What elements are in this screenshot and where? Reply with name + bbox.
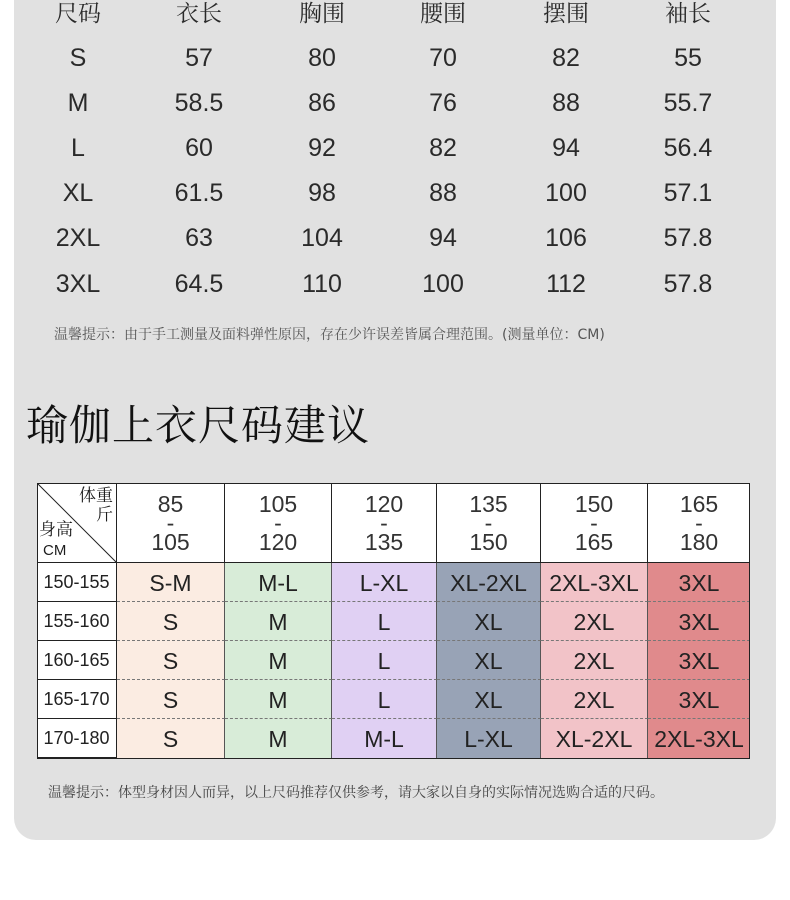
table-row [0, 128, 790, 168]
weight-to: 105 [151, 529, 190, 555]
section-title: 瑜伽上衣尺码建议 [26, 401, 371, 450]
weight-to: 135 [364, 529, 404, 555]
table-cell: 88 [429, 179, 457, 207]
table-cell: 2XL [55, 224, 101, 252]
table-cell: 110 [302, 270, 342, 298]
recommended-size-cell: S [117, 719, 225, 758]
recommended-size-cell: 2XL [541, 680, 648, 719]
recommended-size-cell: L-XL [332, 563, 437, 602]
recommended-size-cell: XL [437, 680, 541, 719]
table-cell: 64.5 [174, 270, 224, 298]
table-corner-header [37, 483, 117, 563]
recommended-size-cell: S [117, 680, 225, 719]
recommended-size-cell: 2XL [541, 602, 648, 641]
size-recommendation-table [37, 483, 750, 759]
table-cell: 82 [552, 44, 580, 72]
height-axis-label: 身高 [39, 520, 73, 540]
table-cell: 3XL [55, 270, 101, 298]
weight-to: 165 [574, 529, 614, 555]
weight-range-header [332, 483, 437, 563]
table-cell: M [67, 89, 89, 117]
recommended-size-cell: L-XL [437, 719, 541, 758]
weight-from: 85 [157, 491, 184, 517]
recommended-size-cell: S [117, 602, 225, 641]
header-waist: 腰围 [420, 1, 466, 27]
recommended-size-cell: 2XL [541, 641, 648, 680]
height-range-label: 150-155 [37, 563, 117, 602]
table-cell: 57.1 [663, 179, 713, 207]
table-cell: XL [62, 179, 94, 207]
weight-sep: - [484, 510, 493, 536]
recommended-size-cell: XL [437, 602, 541, 641]
recommended-size-cell: 2XL-3XL [648, 719, 750, 758]
recommended-size-cell: L [332, 641, 437, 680]
table-cell: 82 [429, 134, 457, 162]
table-cell: L [71, 134, 85, 162]
weight-sep: - [380, 510, 388, 536]
recommended-size-cell: XL-2XL [437, 563, 541, 602]
table-cell: 94 [552, 134, 580, 162]
table-row [0, 83, 790, 123]
recommended-size-cell: M [225, 641, 332, 680]
weight-from: 150 [574, 491, 614, 517]
table-cell: 57.8 [663, 270, 713, 298]
size-table-header-row [0, 0, 790, 34]
recommended-size-cell: 3XL [648, 602, 750, 641]
weight-sep: - [695, 510, 703, 536]
recommended-size-cell: XL-2XL [541, 719, 648, 758]
recommended-size-cell: L [332, 680, 437, 719]
recommendation-note: 温馨提示：体型身材因人而异，以上尺码推荐仅供参考，请大家以自身的实际情况选购合适的尺码。 [48, 785, 664, 801]
table-cell: 70 [429, 44, 457, 72]
header-chest: 胸围 [299, 1, 345, 27]
recommended-size-cell: L [332, 602, 437, 641]
table-cell: 76 [429, 89, 457, 117]
table-cell: S [69, 44, 87, 72]
table-cell: 63 [185, 224, 213, 252]
table-cell: 88 [552, 89, 580, 117]
recommended-size-cell: M-L [332, 719, 437, 758]
recommended-size-cell: 3XL [648, 563, 750, 602]
recommended-size-cell: M [225, 602, 332, 641]
table-cell: 92 [308, 134, 336, 162]
table-cell: 104 [301, 224, 343, 252]
table-row [0, 38, 790, 78]
header-length: 衣长 [176, 1, 222, 27]
table-cell: 61.5 [174, 179, 224, 207]
weight-sep: - [166, 510, 175, 536]
table-cell: 80 [308, 44, 336, 72]
weight-range-header [225, 483, 332, 563]
weight-range-header [541, 483, 648, 563]
recommended-size-cell: M-L [225, 563, 332, 602]
height-range-label: 170-180 [37, 719, 117, 758]
weight-range-header [117, 483, 225, 563]
table-cell: 98 [308, 179, 336, 207]
table-cell: 112 [546, 270, 586, 298]
table-cell: 56.4 [663, 134, 713, 162]
recommended-size-cell: M [225, 719, 332, 758]
weight-to: 180 [679, 529, 719, 555]
weight-to: 150 [469, 529, 508, 555]
weight-axis-label: 体重 斤 [79, 486, 113, 525]
table-cell: 100 [545, 179, 587, 207]
weight-sep: - [590, 510, 598, 536]
header-sleeve: 袖长 [665, 1, 711, 27]
height-range-label: 155-160 [37, 602, 117, 641]
table-cell: 106 [545, 224, 587, 252]
table-row [0, 264, 790, 304]
recommended-size-cell: XL [437, 641, 541, 680]
weight-range-header [437, 483, 541, 563]
height-unit-label: CM [43, 542, 67, 559]
recommended-size-cell: S-M [117, 563, 225, 602]
height-range-label: 160-165 [37, 641, 117, 680]
table-row [0, 218, 790, 258]
measurement-note: 温馨提示：由于手工测量及面料弹性原因，存在少许误差皆属合理范围。(测量单位：CM) [54, 327, 605, 343]
table-cell: 57.8 [663, 224, 713, 252]
header-size: 尺码 [55, 1, 101, 27]
weight-sep: - [274, 510, 282, 536]
table-cell: 94 [429, 224, 457, 252]
recommended-size-cell: 3XL [648, 641, 750, 680]
height-range-label: 165-170 [37, 680, 117, 719]
recommended-size-cell: 2XL-3XL [541, 563, 648, 602]
table-row [0, 173, 790, 213]
table-cell: 86 [308, 89, 336, 117]
recommended-size-cell: M [225, 680, 332, 719]
table-cell: 57 [185, 44, 213, 72]
weight-from: 120 [364, 491, 404, 517]
header-hem: 摆围 [543, 1, 589, 27]
recommended-size-cell: S [117, 641, 225, 680]
weight-to: 120 [258, 529, 298, 555]
weight-range-header [648, 483, 750, 563]
weight-from: 105 [258, 491, 298, 517]
table-cell: 55.7 [663, 89, 713, 117]
table-cell: 100 [422, 270, 464, 298]
table-cell: 60 [185, 134, 213, 162]
weight-from: 165 [679, 491, 719, 517]
table-cell: 55 [674, 44, 702, 72]
weight-from: 135 [469, 491, 508, 517]
recommended-size-cell: 3XL [648, 680, 750, 719]
table-cell: 58.5 [174, 89, 224, 117]
